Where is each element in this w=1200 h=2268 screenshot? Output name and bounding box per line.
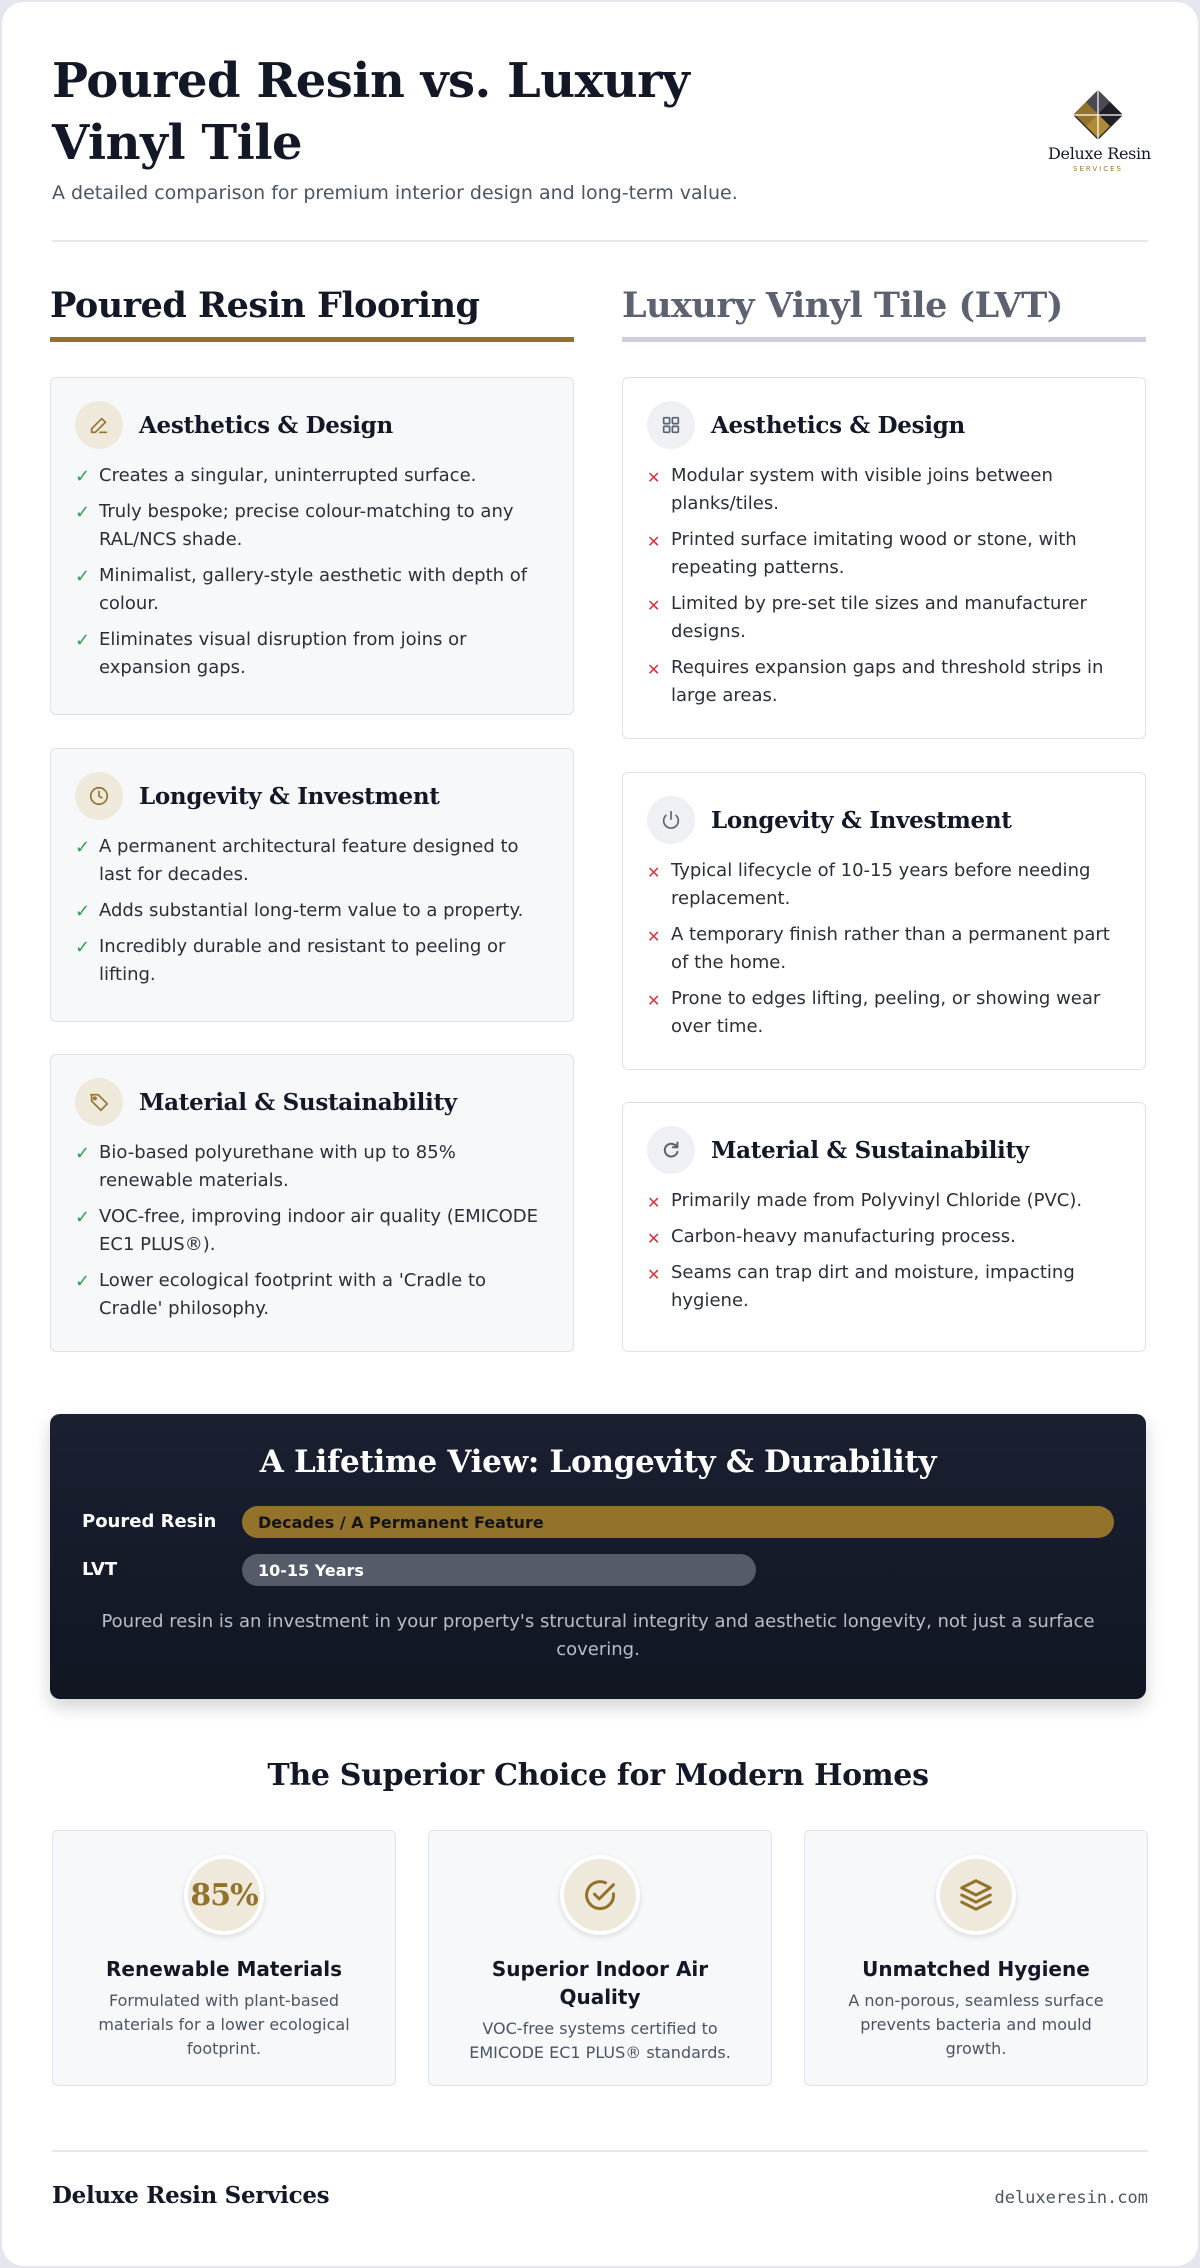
con-point: ✕ Carbon-heavy manufacturing process. — [647, 1223, 1121, 1251]
lifetime-panel — [50, 1414, 1146, 1699]
resin-card-longevity — [50, 748, 574, 1022]
lvt-column — [622, 285, 1146, 1311]
check-icon: ✓ — [75, 837, 91, 858]
diamond-tiles-icon — [1071, 88, 1125, 142]
card-points — [75, 462, 549, 682]
lifetime-bar-lvt — [82, 1554, 1114, 1586]
grid-icon — [647, 401, 695, 449]
con-point: ✕ Seams can trap dirt and moisture, impacting hygiene. — [647, 1262, 1075, 1311]
pro-point: ✓ Eliminates visual disruption from joins or expansion gaps. — [75, 629, 467, 678]
con-point: ✕ Typical lifecycle of 10-15 years before needing replacement. — [647, 860, 1091, 909]
bar-track — [242, 1554, 1114, 1586]
cross-icon: ✕ — [647, 596, 661, 615]
resin-card-material — [50, 1054, 574, 1352]
cross-icon: ✕ — [647, 1265, 661, 1284]
card-points — [647, 1187, 1121, 1315]
pro-point: ✓ Truly bespoke; precise colour-matching to any RAL/NCS shade. — [75, 501, 514, 550]
logo-tagline: SERVICES — [1073, 165, 1123, 173]
cross-icon: ✕ — [647, 1229, 661, 1248]
card-title: Aesthetics & Design — [711, 411, 965, 439]
feature-card-air-quality — [428, 1830, 772, 2086]
power-icon — [647, 796, 695, 844]
check-icon: ✓ — [75, 1143, 91, 1164]
pro-point: ✓ Adds substantial long-term value to a property. — [75, 897, 549, 925]
check-icon: ✓ — [75, 901, 91, 922]
cross-icon: ✕ — [647, 927, 661, 946]
percent-value: 85% — [190, 1877, 258, 1913]
lifetime-title: A Lifetime View: Longevity & Durability — [259, 1444, 937, 1480]
con-point: ✕ Printed surface imitating wood or stone, with repeating patterns. — [647, 529, 1077, 578]
refresh-icon — [647, 1126, 695, 1174]
pro-point: ✓ A permanent architectural feature designed to last for decades. — [75, 836, 519, 885]
choice-title: The Superior Choice for Modern Homes — [267, 1758, 929, 1793]
con-point: ✕ Requires expansion gaps and threshold strips in large areas. — [647, 657, 1104, 706]
check-circle-icon — [560, 1855, 640, 1935]
card-title: Material & Sustainability — [711, 1136, 1029, 1164]
con-point: ✕ Prone to edges lifting, peeling, or showing wear over time. — [647, 988, 1101, 1037]
lvt-column-title: Luxury Vinyl Tile (LVT) — [622, 285, 1146, 342]
cross-icon: ✕ — [647, 468, 661, 487]
feature-text: A non-porous, seamless surface prevents bacteria and mould growth. — [848, 1991, 1104, 2058]
bar-track — [242, 1506, 1114, 1538]
lvt-card-aesthetics — [622, 377, 1146, 739]
card-title: Aesthetics & Design — [139, 411, 393, 439]
lifetime-bar-resin — [82, 1506, 1114, 1538]
feature-title: Unmatched Hygiene — [862, 1957, 1090, 1981]
check-icon: ✓ — [75, 937, 91, 958]
clock-icon — [75, 772, 123, 820]
card-points — [75, 833, 549, 989]
con-point: ✕ A temporary finish rather than a permanent part of the home. — [647, 924, 1110, 973]
bar-label: LVT — [82, 1559, 118, 1580]
check-icon: ✓ — [75, 630, 91, 651]
pro-point: ✓ Creates a singular, uninterrupted surface. — [75, 462, 549, 490]
pen-icon — [75, 401, 123, 449]
feature-card-renewable — [52, 1830, 396, 2086]
feature-title: Renewable Materials — [106, 1957, 342, 1981]
resin-column-title: Poured Resin Flooring — [50, 285, 574, 342]
pro-point: ✓ Incredibly durable and resistant to peeling or lifting. — [75, 936, 506, 985]
layers-icon — [936, 1855, 1016, 1935]
logo-name: Deluxe Resin — [1048, 144, 1151, 163]
pro-point: ✓ Lower ecological footprint with a 'Cradle to Cradle' philosophy. — [75, 1270, 487, 1319]
check-icon: ✓ — [75, 1207, 91, 1228]
feature-title: Superior Indoor Air Quality — [491, 1957, 709, 2009]
cross-icon: ✕ — [647, 991, 661, 1010]
bar-label: Poured Resin — [82, 1511, 217, 1532]
card-points — [75, 1139, 549, 1323]
page-title: Poured Resin vs. Luxury Vinyl Tile — [52, 53, 690, 171]
check-icon: ✓ — [75, 466, 91, 487]
card-points — [647, 857, 1121, 1041]
header — [52, 2, 1151, 242]
cross-icon: ✕ — [647, 660, 661, 679]
page-subtitle: A detailed comparison for premium interior design and long-term value. — [52, 182, 738, 204]
card-points — [647, 462, 1121, 710]
footer — [52, 2150, 1148, 2260]
bar-fill: 10-15 Years — [242, 1554, 756, 1586]
pro-point: ✓ VOC-free, improving indoor air quality (EMICODE EC1 PLUS®). — [75, 1206, 538, 1255]
check-icon: ✓ — [75, 502, 91, 523]
lifetime-note: Poured resin is an investment in your property's structural integrity and aesthetic longevity, not just a surface covering. — [101, 1611, 1095, 1660]
cross-icon: ✕ — [647, 532, 661, 551]
bar-fill: Decades / A Permanent Feature — [242, 1506, 1114, 1538]
cross-icon: ✕ — [647, 863, 661, 882]
check-icon: ✓ — [75, 566, 91, 587]
footer-url: deluxeresin.com — [994, 2188, 1148, 2208]
resin-column — [50, 285, 574, 1319]
pro-point: ✓ Bio-based polyurethane with up to 85% renewable materials. — [75, 1142, 456, 1191]
feature-text: VOC-free systems certified to EMICODE EC1 PLUS® standards. — [469, 2019, 731, 2062]
resin-card-aesthetics — [50, 377, 574, 715]
percent-badge — [184, 1855, 264, 1935]
card-title: Material & Sustainability — [139, 1088, 457, 1116]
cross-icon: ✕ — [647, 1193, 661, 1212]
con-point: ✕ Modular system with visible joins between planks/tiles. — [647, 465, 1053, 514]
feature-text: Formulated with plant-based materials for a lower ecological footprint. — [98, 1991, 350, 2058]
con-point: ✕ Limited by pre-set tile sizes and manufacturer designs. — [647, 593, 1087, 642]
brand-logo — [1048, 88, 1151, 173]
card-title: Longevity & Investment — [139, 782, 440, 810]
card-title: Longevity & Investment — [711, 806, 1012, 834]
footer-brand: Deluxe Resin Services — [52, 2182, 330, 2209]
tag-icon — [75, 1078, 123, 1126]
con-point: ✕ Primarily made from Polyvinyl Chloride (PVC). — [647, 1187, 1121, 1215]
lvt-card-material — [622, 1102, 1146, 1352]
lvt-card-longevity — [622, 772, 1146, 1070]
pro-point: ✓ Minimalist, gallery-style aesthetic with depth of colour. — [75, 565, 528, 614]
check-icon: ✓ — [75, 1271, 91, 1292]
feature-card-hygiene — [804, 1830, 1148, 2086]
